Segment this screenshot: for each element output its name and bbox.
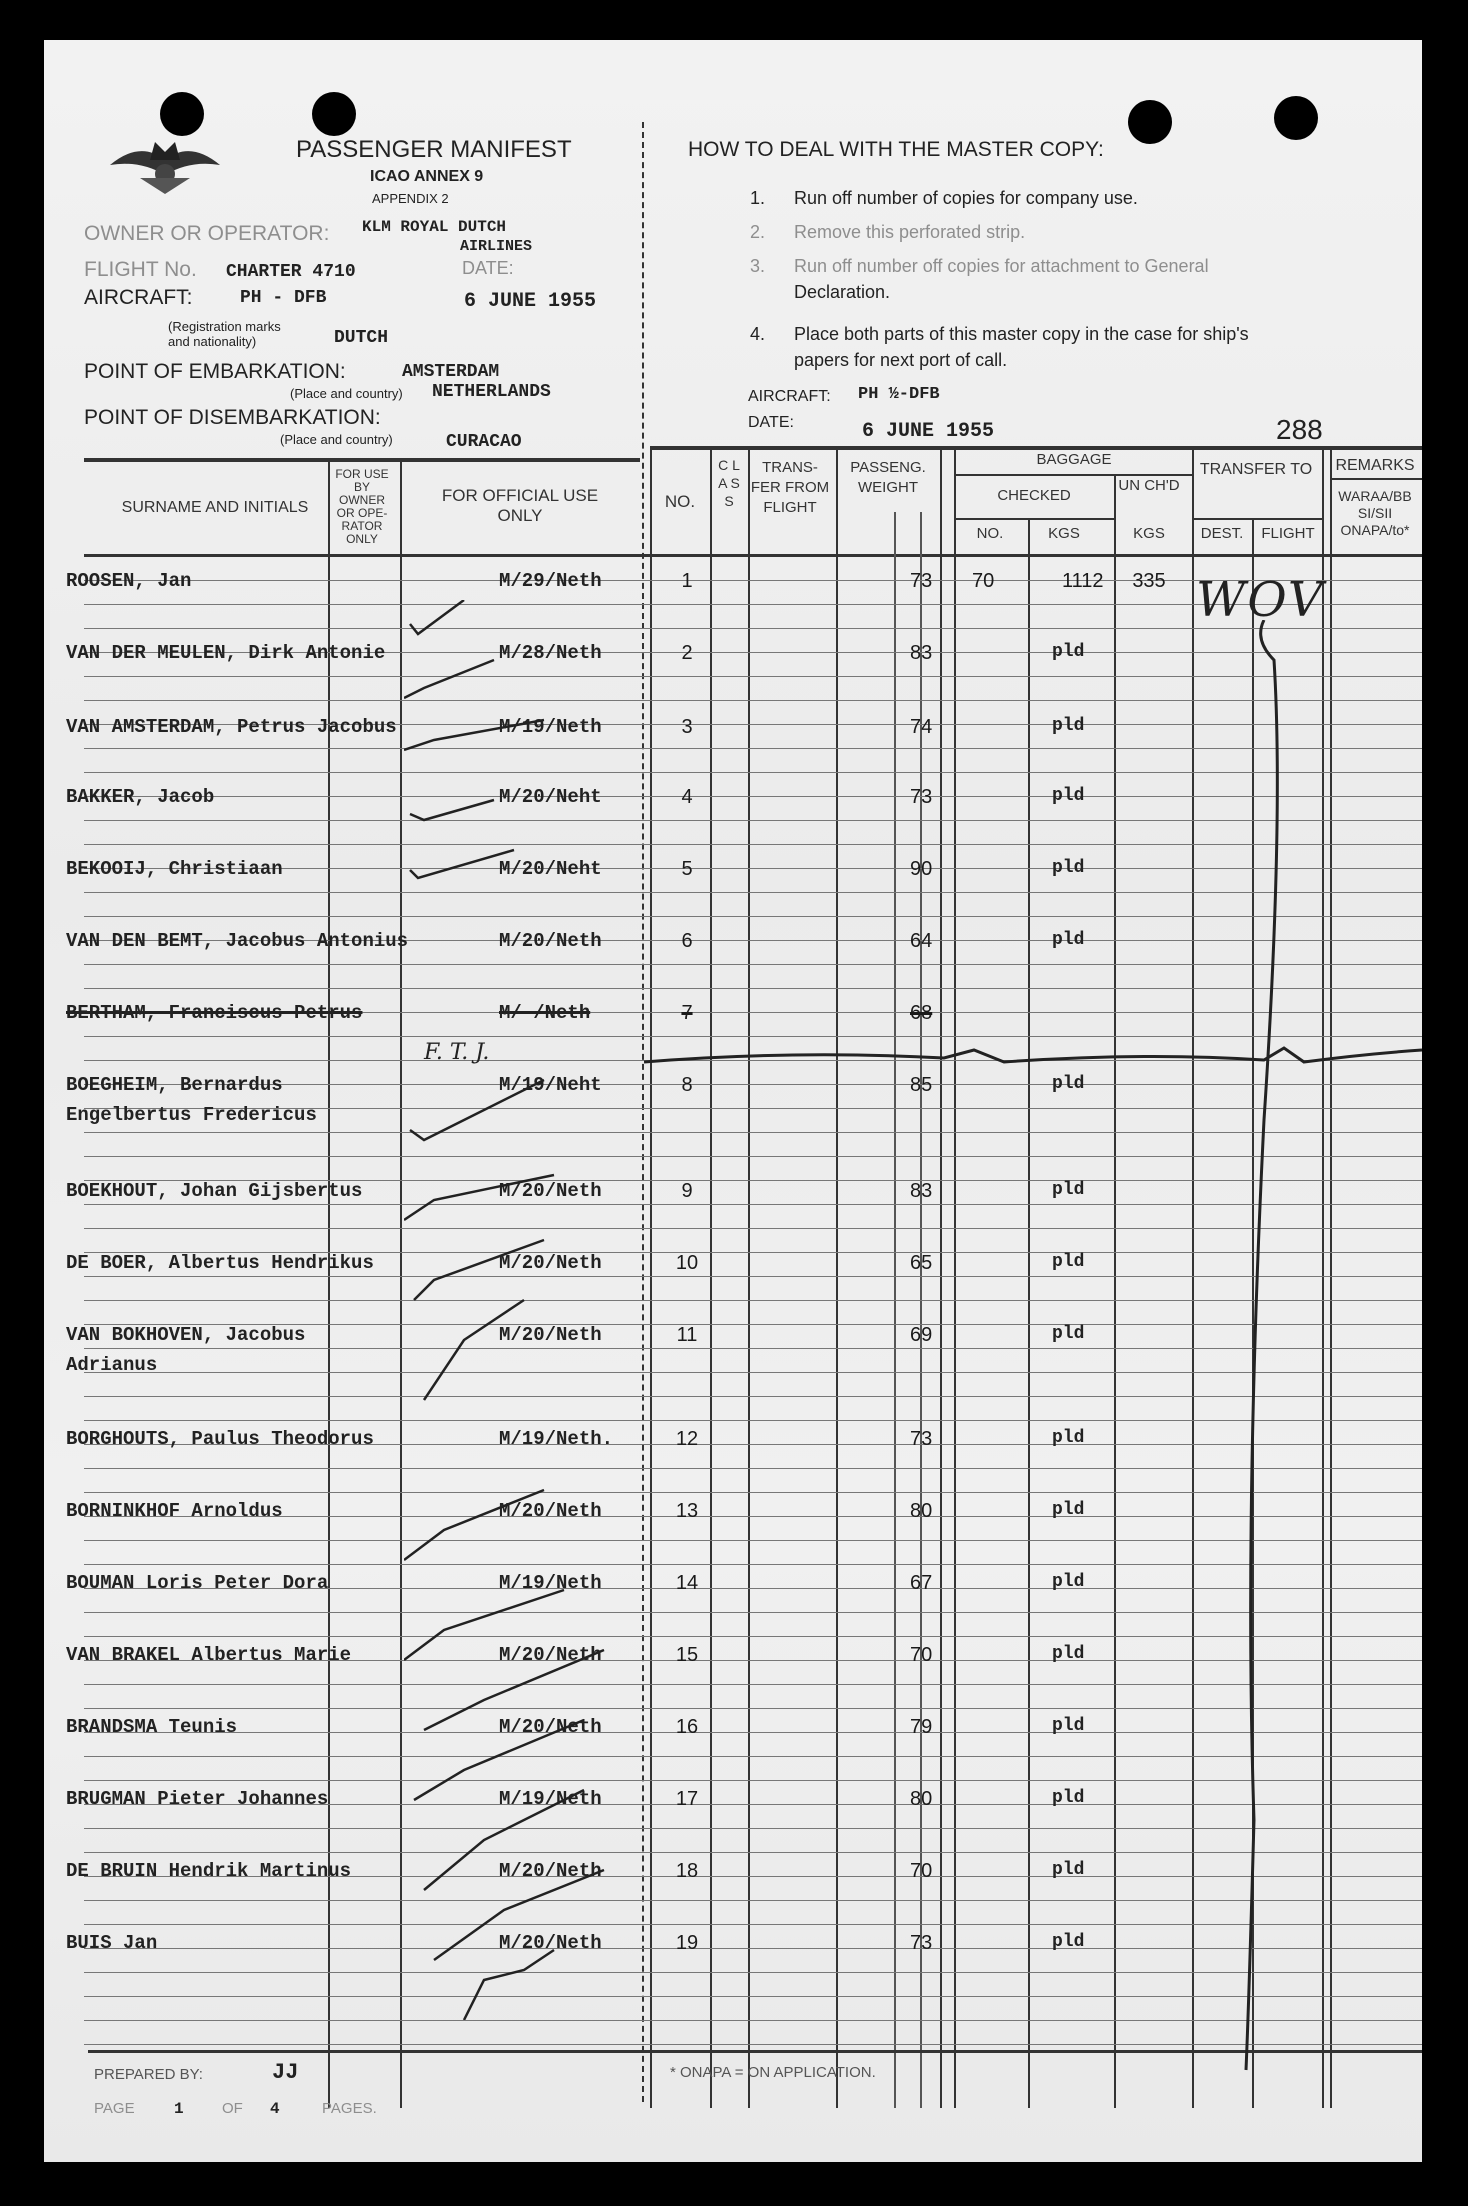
passenger-sex-age-nationality: M/19/Neth xyxy=(499,716,602,738)
aircraft-label-right: AIRCRAFT: xyxy=(748,388,831,405)
page-value: 1 xyxy=(174,2100,184,2118)
manifest-title: PASSENGER MANIFEST xyxy=(296,136,572,163)
page-serial-number: 288 xyxy=(1276,414,1323,445)
passenger-sex-age-nationality: M/20/Neth xyxy=(499,1324,602,1346)
baggage-checked-kgs: 1112 xyxy=(1062,570,1104,592)
transfer-underline xyxy=(1192,518,1322,520)
aircraft-value: PH - DFB xyxy=(240,288,327,308)
baggage-pooled-mark: pld xyxy=(1052,1500,1085,1520)
handwritten-destination: WOV xyxy=(1196,572,1325,628)
header-bottom-border xyxy=(84,554,1422,557)
passenger-weight: 79 xyxy=(910,1716,933,1738)
passenger-sex-age-nationality: M/20/Neth xyxy=(499,1252,602,1274)
baggage-pooled-mark: pld xyxy=(1052,1074,1085,1094)
place-note-2: (Place and country) xyxy=(280,432,393,447)
instruction-3-cont: Declaration. xyxy=(794,282,891,302)
date-value: 6 JUNE 1955 xyxy=(464,290,597,313)
manifest-subtitle: ICAO ANNEX 9 xyxy=(370,168,484,185)
of-value: 4 xyxy=(270,2100,280,2118)
aircraft-value-right: PH ½-DFB xyxy=(858,385,940,404)
col-unchd-kgs: KGS xyxy=(1133,525,1165,542)
registration-note-line2: and nationality) xyxy=(168,334,257,349)
passenger-weight: 85 xyxy=(910,1074,933,1096)
passenger-sex-age-nationality: M/20/Neht xyxy=(499,786,602,808)
place-note: (Place and country) xyxy=(290,386,403,401)
col-bag-no: NO. xyxy=(976,525,1004,542)
strike-line-icon xyxy=(644,1040,1422,1080)
passenger-weight: 83 xyxy=(910,1180,933,1202)
baggage-underline xyxy=(954,474,1194,476)
passenger-name-cont: Adrianus xyxy=(66,1354,158,1376)
col-surname: SURNAME AND INITIALS xyxy=(121,499,309,516)
instruction-1-num: 1. xyxy=(750,188,766,208)
passenger-sex-age-nationality: M/20/Neth xyxy=(499,1180,602,1202)
passenger-name: BERTHAM, Franciscus Petrus xyxy=(66,1002,363,1024)
embarkation-value: AMSTERDAM xyxy=(402,362,500,382)
passenger-sex-age-nationality: M/19/Neth. xyxy=(499,1428,614,1450)
passenger-weight: 68 xyxy=(910,1002,933,1024)
check-marks-icon xyxy=(404,600,664,2020)
passenger-number: 8 xyxy=(681,1074,693,1096)
col-transfer-from: TRANS- FER FROM FLIGHT xyxy=(750,459,830,516)
col-bag-kgs: KGS xyxy=(1048,525,1080,542)
baggage-pooled-mark: pld xyxy=(1052,858,1085,878)
passenger-weight: 70 xyxy=(910,1644,933,1666)
col-baggage: BAGGAGE xyxy=(1036,451,1112,468)
owner-label: OWNER OR OPERATOR: xyxy=(84,222,330,245)
instruction-1: Run off number of copies for company use. xyxy=(794,188,1138,208)
passenger-number: 7 xyxy=(681,1002,693,1024)
baggage-pooled-mark: pld xyxy=(1052,1324,1085,1344)
embarkation-label: POINT OF EMBARKATION: xyxy=(84,360,346,383)
passenger-weight: 73 xyxy=(910,786,933,808)
baggage-pooled-mark: pld xyxy=(1052,1644,1085,1664)
passenger-weight: 83 xyxy=(910,642,933,664)
passenger-number: 10 xyxy=(675,1252,699,1274)
baggage-pooled-mark: pld xyxy=(1052,1860,1085,1880)
passenger-sex-age-nationality: M/28/Neth xyxy=(499,642,602,664)
instruction-2: Remove this perforated strip. xyxy=(794,222,1026,242)
passenger-name: ROOSEN, Jan xyxy=(66,570,192,592)
passenger-number: 9 xyxy=(681,1180,693,1202)
passenger-name-cont: Engelbertus Fredericus xyxy=(66,1104,317,1126)
passenger-name: VAN BOKHOVEN, Jacobus xyxy=(66,1324,306,1346)
table-top-border xyxy=(84,458,640,462)
embarkation-country: NETHERLANDS xyxy=(432,382,551,402)
passenger-weight: 69 xyxy=(910,1324,933,1346)
date-value-right: 6 JUNE 1955 xyxy=(862,420,995,443)
flight-value: CHARTER 4710 xyxy=(226,262,356,282)
passenger-name: VAN BRAKEL Albertus Marie xyxy=(66,1644,352,1666)
passenger-sex-age-nationality: M/20/Neth xyxy=(499,1860,602,1882)
baggage-pooled-mark: pld xyxy=(1052,642,1085,662)
appendix-label: APPENDIX 2 xyxy=(372,191,449,206)
instruction-4: Place both parts of this master copy in the case for ship's xyxy=(794,324,1249,344)
date-label-right: DATE: xyxy=(748,414,794,431)
passenger-name: BUIS Jan xyxy=(66,1932,158,1954)
passenger-weight: 64 xyxy=(910,930,933,952)
baggage-pooled-mark: pld xyxy=(1052,786,1085,806)
baggage-pooled-mark: pld xyxy=(1052,1180,1085,1200)
passenger-number: 1 xyxy=(681,570,693,592)
passenger-sex-age-nationality: M/29/Neth xyxy=(499,570,602,592)
passenger-weight: 74 xyxy=(910,716,933,738)
passenger-name: BRANDSMA Teunis xyxy=(66,1716,238,1738)
instruction-4-cont: papers for next port of call. xyxy=(794,350,1008,370)
passenger-number: 14 xyxy=(675,1572,699,1594)
handwritten-bracket-icon xyxy=(1194,620,1314,2080)
owner-value: KLM ROYAL DUTCH xyxy=(362,218,507,236)
passenger-number: 11 xyxy=(676,1324,698,1346)
passenger-name: VAN DER MEULEN, Dirk Antonie xyxy=(66,642,386,664)
handwritten-initials: F. T. J. xyxy=(424,1040,490,1065)
nationality-value: DUTCH xyxy=(334,328,389,348)
passenger-number: 17 xyxy=(675,1788,699,1810)
passenger-name: BOEKHOUT, Johan Gijsbertus xyxy=(66,1180,363,1202)
passenger-number: 19 xyxy=(675,1932,699,1954)
instruction-3-num: 3. xyxy=(750,256,766,276)
passenger-sex-age-nationality: M/20/Neth xyxy=(499,1932,602,1954)
passenger-weight: 70 xyxy=(910,1860,933,1882)
passenger-sex-age-nationality: M/19/Neth xyxy=(499,1788,602,1810)
passenger-weight: 90 xyxy=(910,858,933,880)
baggage-pooled-mark: pld xyxy=(1052,716,1085,736)
passenger-sex-age-nationality: M/19/Neth xyxy=(499,1572,602,1594)
prepared-by-label: PREPARED BY: xyxy=(94,2066,203,2083)
col-transfer-to: TRANSFER TO xyxy=(1199,461,1313,478)
passenger-number: 15 xyxy=(675,1644,699,1666)
baggage-pooled-mark: pld xyxy=(1052,930,1085,950)
passenger-number: 16 xyxy=(675,1716,699,1738)
col-remarks-note: WARAA/BB SI/SII ONAPA/to* xyxy=(1338,488,1412,538)
passenger-weight: 73 xyxy=(910,570,933,592)
baggage-pooled-mark: pld xyxy=(1052,1252,1085,1272)
passenger-name: DE BRUIN Hendrik Martinus xyxy=(66,1860,352,1882)
passenger-sex-age-nationality: M/20/Neht xyxy=(499,858,602,880)
punch-hole xyxy=(312,92,356,136)
col-official: FOR OFFICIAL USE ONLY xyxy=(441,486,599,525)
owner-value-line2: AIRLINES xyxy=(460,238,533,255)
col-flight: FLIGHT xyxy=(1261,525,1315,542)
passenger-name: BRUGMAN Pieter Johannes xyxy=(66,1788,329,1810)
registration-note: (Registration marks xyxy=(168,319,281,334)
baggage-pooled-mark: pld xyxy=(1052,1716,1085,1736)
col-for-use: FOR USE BY OWNER OR OPE- RATOR ONLY xyxy=(335,467,389,546)
passenger-name: BORNINKHOF Arnoldus xyxy=(66,1500,283,1522)
punch-hole xyxy=(1274,96,1318,140)
baggage-pooled-mark: pld xyxy=(1052,1932,1085,1952)
instruction-4-num: 4. xyxy=(750,324,766,344)
passenger-name: VAN AMSTERDAM, Petrus Jacobus xyxy=(66,716,397,738)
baggage-pooled-mark: pld xyxy=(1052,1428,1085,1448)
passenger-weight: 65 xyxy=(910,1252,933,1274)
passenger-sex-age-nationality: M/20/Neth xyxy=(499,1500,602,1522)
klm-crown-logo-icon xyxy=(100,130,230,200)
of-label: OF xyxy=(222,2100,243,2117)
disembarkation-value: CURACAO xyxy=(446,432,522,452)
checked-underline xyxy=(954,518,1114,520)
page-label: PAGE xyxy=(94,2100,135,2117)
passenger-sex-age-nationality: M/19/Neht xyxy=(499,1074,602,1096)
col-no: NO. xyxy=(664,492,696,511)
col-weight: PASSENG. WEIGHT xyxy=(850,459,926,496)
passenger-number: 18 xyxy=(675,1860,699,1882)
passenger-name: BOEGHEIM, Bernardus xyxy=(66,1074,283,1096)
passenger-number: 4 xyxy=(681,786,693,808)
col-dest: DEST. xyxy=(1200,525,1244,542)
passenger-number: 13 xyxy=(675,1500,699,1522)
col-remarks: REMARKS xyxy=(1335,457,1415,474)
col-unchd: UN CH'D xyxy=(1118,477,1180,494)
passenger-number: 12 xyxy=(675,1428,699,1450)
passenger-sex-age-nationality: M/20/Neth xyxy=(499,930,602,952)
passenger-sex-age-nationality: M/20/Neth xyxy=(499,1644,602,1666)
pages-label: PAGES. xyxy=(322,2100,377,2117)
baggage-checked-no: 70 xyxy=(972,570,995,592)
col-checked: CHECKED xyxy=(997,487,1071,504)
passenger-weight: 67 xyxy=(910,1572,933,1594)
aircraft-label: AIRCRAFT: xyxy=(84,286,193,309)
baggage-pooled-mark: pld xyxy=(1052,1788,1085,1808)
prepared-by-value: JJ xyxy=(272,2060,299,2085)
date-label: DATE: xyxy=(462,258,514,278)
passenger-number: 2 xyxy=(681,642,693,664)
punch-hole xyxy=(1128,100,1172,144)
passenger-name: DE BOER, Albertus Hendrikus xyxy=(66,1252,374,1274)
disembarkation-label: POINT OF DISEMBARKATION: xyxy=(84,406,381,429)
passenger-weight: 80 xyxy=(910,1788,933,1810)
passenger-weight: 80 xyxy=(910,1500,933,1522)
passenger-weight: 73 xyxy=(910,1428,933,1450)
flight-label: FLIGHT No. xyxy=(84,258,197,281)
instructions-title: HOW TO DEAL WITH THE MASTER COPY: xyxy=(688,138,1104,161)
passenger-number: 3 xyxy=(681,716,693,738)
remarks-underline xyxy=(1330,478,1422,480)
onapa-note: * ONAPA = ON APPLICATION. xyxy=(670,2064,876,2081)
passenger-sex-age-nationality: M/ /Neth xyxy=(499,1002,591,1024)
passenger-weight: 73 xyxy=(910,1932,933,1954)
passenger-sex-age-nationality: M/20/Neth xyxy=(499,1716,602,1738)
passenger-name: VAN DEN BEMT, Jacobus Antonius xyxy=(66,930,409,952)
passenger-name: BEKOOIJ, Christiaan xyxy=(66,858,283,880)
passenger-number: 6 xyxy=(681,930,693,952)
passenger-name: BORGHOUTS, Paulus Theodorus xyxy=(66,1428,374,1450)
passenger-number: 5 xyxy=(681,858,693,880)
instruction-2-num: 2. xyxy=(750,222,766,242)
manifest-page xyxy=(44,40,1422,2162)
instruction-3: Run off number off copies for attachment to General xyxy=(794,256,1209,276)
passenger-name: BAKKER, Jacob xyxy=(66,786,215,808)
baggage-pooled-mark: pld xyxy=(1052,1572,1085,1592)
col-class: C L A S S xyxy=(718,457,740,509)
passenger-name: BOUMAN Loris Peter Dora xyxy=(66,1572,329,1594)
baggage-unchecked-kgs: 335 xyxy=(1132,570,1166,592)
